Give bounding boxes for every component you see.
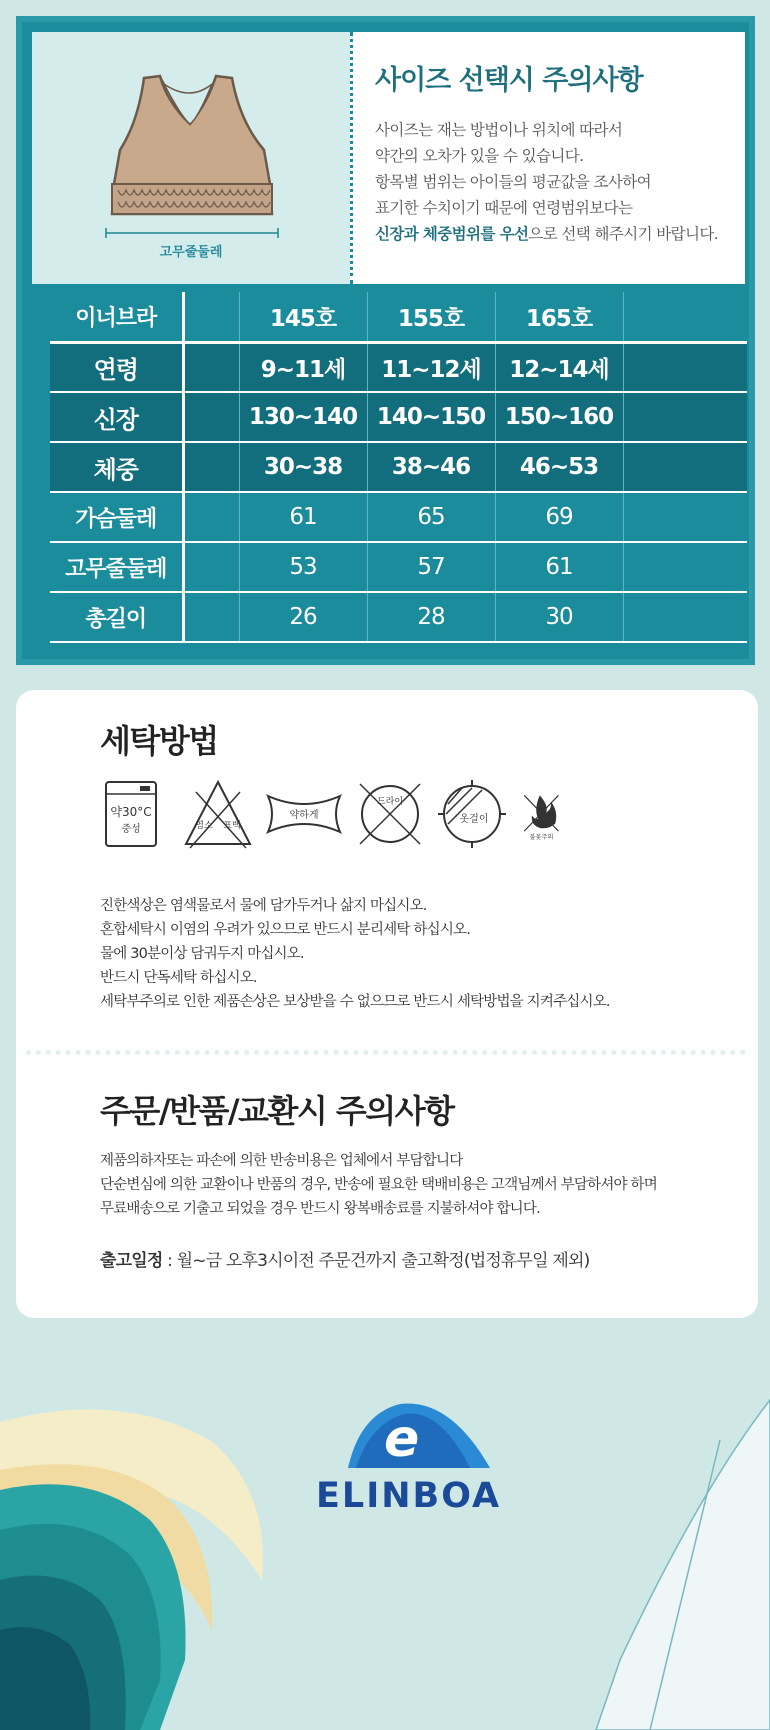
size-row-label: 체중 [50,442,183,492]
svg-text:옷걸이: 옷걸이 [459,814,489,825]
size-cell: 53 [239,542,367,592]
size-header-label: 이너브라 [50,292,183,342]
notice-line: 약간의 오차가 있을 수 있습니다. [375,147,584,165]
order-line: 단순변심에 의한 교환이나 반품의 경우, 반송에 필요한 택배비용은 고객님께서 부담하셔야 하며 [100,1177,657,1193]
svg-text:중성: 중성 [121,824,141,835]
wave-illustration [0,1330,770,1730]
wash-instructions [100,894,610,1014]
size-cell: 38~46 [367,442,495,492]
notice-line: 항목별 범위는 아이들의 평균값을 조사하여 [375,173,652,191]
size-cell: 12~14세 [495,342,623,392]
size-row-age [50,342,747,392]
ship-label: 출고일정 [100,1251,163,1271]
size-row-label: 총길이 [50,592,183,642]
ship-text: : 월~금 오후3시이전 주문건까지 출고확정(법정휴무일 제외) [162,1251,590,1271]
order-title: 주문/반품/교환시 주의사항 [100,1092,454,1130]
hang-dry-icon [436,778,508,850]
svg-text:약하게: 약하게 [289,810,319,821]
svg-text:염소: 염소 [195,821,213,831]
size-row-band [50,542,747,592]
shipping-schedule [100,1246,589,1271]
section-divider [26,1050,746,1055]
notice-line-emphasis [375,221,745,247]
size-panel [16,16,755,665]
brand-logo-icon [300,1394,500,1474]
wash-30-neutral-icon [100,778,172,850]
size-row-weight [50,442,747,492]
size-row-label: 신장 [50,392,183,442]
svg-text:드라이: 드라이 [376,797,404,807]
size-header-col: 145호 [239,292,367,342]
wash-line: 물에 30분이상 담궈두지 마십시오. [100,946,304,962]
size-row-length [50,592,747,642]
svg-text:불꽃주의: 불꽃주의 [529,833,554,841]
size-cell: 30~38 [239,442,367,492]
size-row-label: 고무줄둘레 [50,542,183,592]
wash-title: 세탁방법 [100,722,218,760]
svg-text:e: e [384,1409,420,1469]
wash-line: 세탁부주의로 인한 제품손상은 보상받을 수 없으므로 반드시 세탁방법을 지켜주십시오. [100,994,610,1010]
size-table [50,292,747,643]
size-cell: 61 [239,492,367,542]
size-cell: 28 [367,592,495,642]
size-row-label: 연령 [50,342,183,392]
product-image-box [32,32,350,284]
size-header-col: 155호 [367,292,495,342]
order-notice [100,1149,657,1221]
size-cell: 26 [239,592,367,642]
no-bleach-icon [182,778,254,850]
size-cell: 130~140 [239,392,367,442]
notice-line: 표기한 수치이기 때문에 연령범위보다는 [375,199,633,217]
notice-emphasis: 신장과 체중범위를 우선 [375,225,529,243]
size-cell: 30 [495,592,623,642]
notice-title: 사이즈 선택시 주의사항 [375,65,643,96]
svg-text:표백: 표백 [223,821,241,831]
size-row-label: 가슴둘레 [50,492,183,542]
order-line: 제품의하자또는 파손에 의한 반송비용은 업체에서 부담합니다 [100,1153,463,1169]
no-dry-clean-icon [354,778,426,850]
size-cell: 11~12세 [367,342,495,392]
size-row-chest [50,492,747,542]
wring-gently-icon [264,778,344,850]
size-cell: 65 [367,492,495,542]
size-cell: 150~160 [495,392,623,442]
brand-name: ELINBOA [316,1476,502,1516]
wash-line: 진한색상은 염색물로서 물에 담가두거나 삶지 마십시오. [100,898,427,914]
order-line: 무료배송으로 기출고 되었을 경우 반드시 왕복배송료를 지불하셔야 합니다. [100,1201,540,1217]
size-table-header [50,292,747,342]
size-cell: 61 [495,542,623,592]
wash-line: 혼합세탁시 이염의 우려가 있으므로 반드시 분리세탁 하십시오. [100,922,471,938]
size-cell: 9~11세 [239,342,367,392]
care-card [16,690,758,1318]
size-row-height [50,392,747,442]
wash-line: 반드시 단독세탁 하십시오. [100,970,257,986]
notice-line-rest: 으로 선택 해주시기 바랍니다. [528,225,719,243]
size-cell: 69 [495,492,623,542]
measurement-caption: 고무줄둘레 [159,245,223,260]
notice-line: 사이즈는 재는 방법이나 위치에 따라서 [375,121,623,139]
size-cell: 57 [367,542,495,592]
size-header-col: 165호 [495,292,623,342]
size-cell: 46~53 [495,442,623,492]
size-cell: 140~150 [367,392,495,442]
size-notice [350,32,745,284]
svg-text:약30°C: 약30°C [110,805,152,819]
fire-caution-icon [518,778,574,850]
wash-icons [100,778,574,850]
